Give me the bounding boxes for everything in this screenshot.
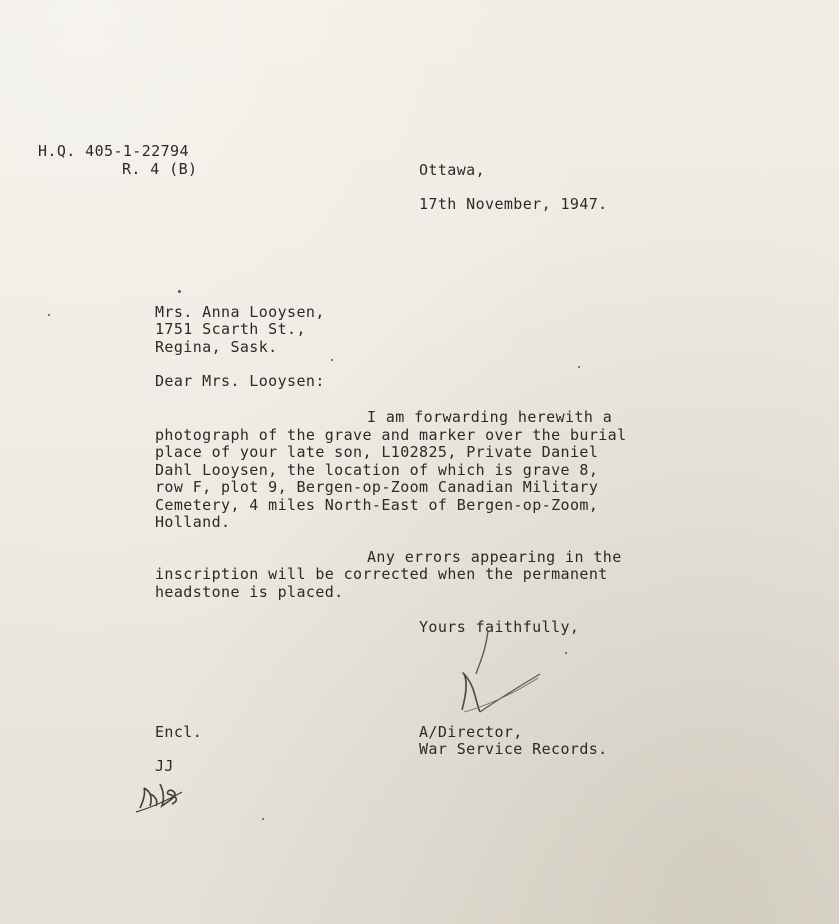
paper-speck xyxy=(578,366,580,368)
paper-speck xyxy=(48,314,50,316)
enclosure-note: Encl. xyxy=(155,723,203,741)
letter-date: 17th November, 1947. xyxy=(419,195,608,213)
paper-speck xyxy=(331,359,333,361)
body-paragraph-1-line-2: photograph of the grave and marker over the burial xyxy=(155,426,627,444)
body-paragraph-1-line-7: Holland. xyxy=(155,513,231,531)
body-paragraph-2-line-1: Any errors appearing in the xyxy=(367,548,622,566)
file-reference-section: R. 4 (B) xyxy=(122,160,198,178)
paper-speck xyxy=(565,652,567,654)
handwritten-initials-mark xyxy=(130,770,200,820)
signatory-office: War Service Records. xyxy=(419,740,608,758)
salutation: Dear Mrs. Looysen: xyxy=(155,372,325,390)
body-paragraph-1-line-1: I am forwarding herewith a xyxy=(367,408,613,426)
body-paragraph-2-line-3: headstone is placed. xyxy=(155,583,344,601)
recipient-street: 1751 Scarth St., xyxy=(155,320,306,338)
body-paragraph-1-line-4: Dahl Looysen, the location of which is grave 8, xyxy=(155,461,599,479)
sender-city: Ottawa, xyxy=(419,161,486,179)
handwritten-signature xyxy=(440,600,570,740)
complimentary-close: Yours faithfully, xyxy=(419,618,580,636)
body-paragraph-2-line-2: inscription will be corrected when the permanent xyxy=(155,565,608,583)
recipient-city: Regina, Sask. xyxy=(155,338,278,356)
paper-speck xyxy=(262,818,264,820)
signatory-title: A/Director, xyxy=(419,723,523,741)
typist-initials: JJ xyxy=(155,757,174,775)
body-paragraph-1-line-5: row F, plot 9, Bergen-op-Zoom Canadian Military xyxy=(155,478,599,496)
body-paragraph-1-line-6: Cemetery, 4 miles North-East of Bergen-op-Zoom, xyxy=(155,496,599,514)
recipient-name: Mrs. Anna Looysen, xyxy=(155,303,325,321)
body-paragraph-1-line-3: place of your late son, L102825, Private Daniel xyxy=(155,443,599,461)
paper-speck xyxy=(178,290,181,293)
file-reference-number: H.Q. 405-1-22794 xyxy=(38,142,189,160)
